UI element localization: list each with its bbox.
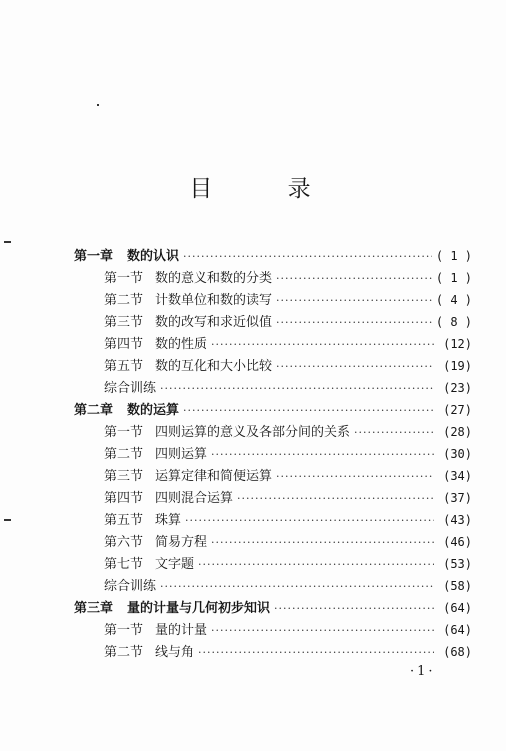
toc-section-row[interactable] bbox=[74, 619, 472, 641]
toc-section-row[interactable] bbox=[74, 465, 472, 487]
section-title: 线与角 bbox=[155, 645, 195, 660]
toc-section-row[interactable] bbox=[74, 333, 472, 355]
page-number: (64) bbox=[443, 623, 472, 637]
toc-section-row[interactable] bbox=[74, 553, 472, 575]
section-title: 量的计量 bbox=[155, 623, 208, 638]
toc-section-row[interactable] bbox=[74, 311, 472, 333]
page-number: (37) bbox=[443, 491, 472, 505]
leader-dots bbox=[198, 558, 434, 571]
leader-dots bbox=[211, 448, 434, 461]
leader-dots bbox=[183, 404, 434, 417]
scan-speck bbox=[4, 519, 11, 521]
section-title: 数的互化和大小比较 bbox=[155, 359, 273, 374]
page-number: (12) bbox=[443, 337, 472, 351]
chapter-number: 第二章 bbox=[74, 403, 114, 418]
page-title: 目 录 bbox=[189, 176, 345, 202]
section-title: 数的性质 bbox=[155, 337, 208, 352]
section-title: 数的意义和数的分类 bbox=[155, 271, 273, 286]
leader-dots bbox=[211, 338, 434, 351]
section-number: 第三节 bbox=[104, 315, 144, 330]
toc-section-row[interactable] bbox=[74, 443, 472, 465]
section-number: 第四节 bbox=[104, 337, 144, 352]
section-title: 综合训练 bbox=[104, 579, 157, 594]
page-number: ( 4 ) bbox=[435, 293, 472, 307]
scan-speck bbox=[97, 104, 99, 106]
toc-section-row[interactable] bbox=[74, 487, 472, 509]
toc-section-row[interactable] bbox=[74, 575, 472, 597]
chapter-title: 量的计量与几何初步知识 bbox=[127, 601, 271, 616]
page-number: (46) bbox=[443, 535, 472, 549]
section-title: 四则运算 bbox=[155, 447, 208, 462]
page-number: (23) bbox=[443, 381, 472, 395]
toc-chapter-row[interactable] bbox=[74, 245, 472, 267]
scan-speck bbox=[4, 241, 11, 243]
page-number: (64) bbox=[443, 601, 472, 615]
section-number: 第七节 bbox=[104, 557, 144, 572]
leader-dots bbox=[211, 624, 434, 637]
section-number: 第二节 bbox=[104, 293, 144, 308]
page-number: (43) bbox=[443, 513, 472, 527]
table-of-contents bbox=[74, 245, 472, 663]
section-number: 第五节 bbox=[104, 359, 144, 374]
toc-chapter-row[interactable] bbox=[74, 597, 472, 619]
leader-dots bbox=[274, 602, 434, 615]
section-title: 综合训练 bbox=[104, 381, 157, 396]
chapter-title: 数的运算 bbox=[127, 403, 180, 418]
leader-dots bbox=[183, 250, 432, 263]
section-number: 第二节 bbox=[104, 645, 144, 660]
leader-dots bbox=[276, 294, 432, 307]
leader-dots bbox=[276, 360, 434, 373]
chapter-number: 第三章 bbox=[74, 601, 114, 616]
leader-dots bbox=[237, 492, 434, 505]
leader-dots bbox=[211, 536, 434, 549]
toc-section-row[interactable] bbox=[74, 289, 472, 311]
section-title: 四则运算的意义及各部分间的关系 bbox=[155, 425, 351, 440]
section-title: 文字题 bbox=[155, 557, 195, 572]
toc-section-row[interactable] bbox=[74, 355, 472, 377]
leader-dots bbox=[160, 580, 434, 593]
page-number: (28) bbox=[443, 425, 472, 439]
toc-section-row[interactable] bbox=[74, 531, 472, 553]
section-number: 第一节 bbox=[104, 623, 144, 638]
section-number: 第一节 bbox=[104, 425, 144, 440]
section-title: 运算定律和简便运算 bbox=[155, 469, 273, 484]
chapter-number: 第一章 bbox=[74, 249, 114, 264]
page-number: (30) bbox=[443, 447, 472, 461]
toc-section-row[interactable] bbox=[74, 267, 472, 289]
leader-dots bbox=[276, 316, 432, 329]
page-number: ( 1 ) bbox=[435, 249, 472, 263]
chapter-title: 数的认识 bbox=[127, 249, 180, 264]
leader-dots bbox=[354, 426, 434, 439]
toc-section-row[interactable] bbox=[74, 421, 472, 443]
section-title: 四则混合运算 bbox=[155, 491, 234, 506]
page-folio: ·1· bbox=[410, 664, 436, 679]
page-number: ( 1 ) bbox=[435, 271, 472, 285]
page-number: (34) bbox=[443, 469, 472, 483]
section-title: 珠算 bbox=[155, 513, 182, 528]
toc-section-row[interactable] bbox=[74, 377, 472, 399]
page-number: (27) bbox=[443, 403, 472, 417]
section-title: 计数单位和数的读写 bbox=[155, 293, 273, 308]
leader-dots bbox=[198, 646, 434, 659]
section-number: 第三节 bbox=[104, 469, 144, 484]
page-number: ( 8 ) bbox=[435, 315, 472, 329]
toc-chapter-row[interactable] bbox=[74, 399, 472, 421]
section-number: 第五节 bbox=[104, 513, 144, 528]
section-title: 简易方程 bbox=[155, 535, 208, 550]
page-number: (53) bbox=[443, 557, 472, 571]
page-number: (58) bbox=[443, 579, 472, 593]
toc-section-row[interactable] bbox=[74, 641, 472, 663]
page-number: (19) bbox=[443, 359, 472, 373]
section-number: 第六节 bbox=[104, 535, 144, 550]
toc-section-row[interactable] bbox=[74, 509, 472, 531]
section-title: 数的改写和求近似值 bbox=[155, 315, 273, 330]
section-number: 第一节 bbox=[104, 271, 144, 286]
leader-dots bbox=[185, 514, 434, 527]
leader-dots bbox=[160, 382, 434, 395]
page-number: (68) bbox=[443, 645, 472, 659]
section-number: 第二节 bbox=[104, 447, 144, 462]
leader-dots bbox=[276, 470, 434, 483]
leader-dots bbox=[276, 272, 432, 285]
section-number: 第四节 bbox=[104, 491, 144, 506]
